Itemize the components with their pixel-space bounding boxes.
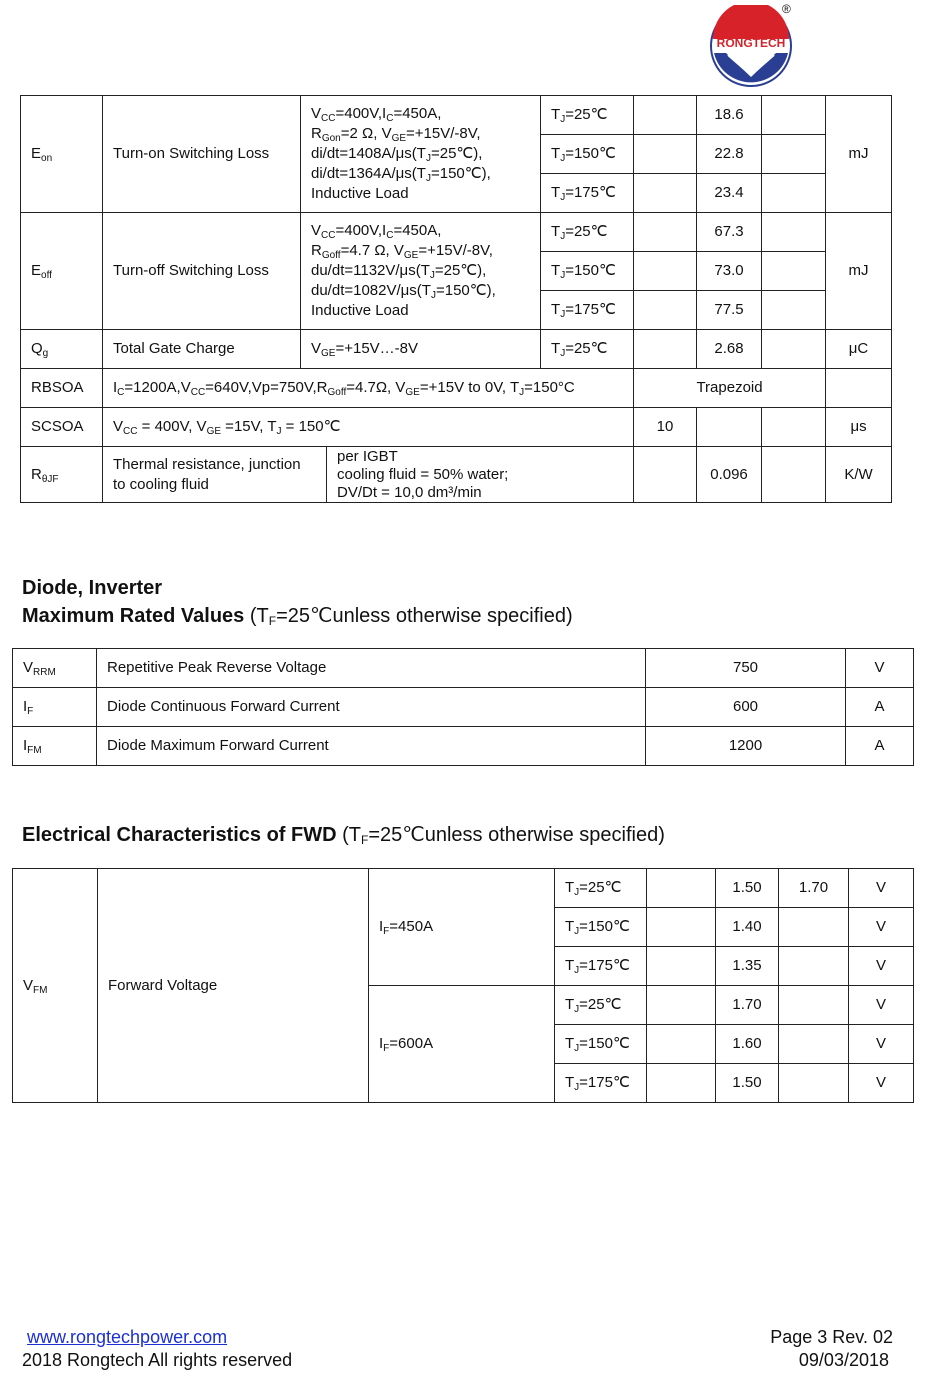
tj-cell: $T_J=25℃$ [555,869,647,908]
value-cell: 18.6 [697,96,762,135]
table-row [21,330,892,369]
unit-cell: V [849,1025,914,1064]
tj-cell: $T_J=25℃$ [541,96,634,135]
qg-description: Total Gate Charge [103,330,301,369]
tj-cell: $T_J=175℃$ [541,174,634,213]
value-cell: 1.50 [716,1064,779,1103]
table-row [13,869,914,908]
value-cell: 600 [646,688,846,727]
eoff-conditions: $V_{CC}=400V,I_C=450A$, $R_{Goff}=4.7$ Ω, $V_{GE}=+15V/-8V$, $du/dt=1132V/\mu s(T_J=25℃)$, $du/dt=1082V/\mu s(T_J=150℃)$, Inductive Load [301,213,541,330]
value-cell: 1.50 [716,869,779,908]
max-value-cell [779,947,849,986]
table-row [21,96,892,135]
rth-conditions: per IGBT cooling fluid = 50% water; DV/Dt = 10,0 dm³/min [327,447,634,503]
table-row [21,213,892,252]
value-cell: 1.40 [716,908,779,947]
eoff-symbol: $E_{off}$ [21,213,103,330]
registered-mark: ® [782,2,791,16]
unit-cell: V [849,869,914,908]
value-cell: 73.0 [697,252,762,291]
rth-symbol: $R_{\theta JF}$ [21,447,103,503]
unit-cell: A [846,727,914,766]
unit-cell: V [846,649,914,688]
table-row [21,369,892,408]
condition-cell: $I_F=600A$ [369,986,555,1103]
logo-brand-text: RONGTECH [716,36,786,50]
unit-cell: mJ [826,213,892,330]
symbol-cell: $V_{RRM}$ [13,649,97,688]
description-cell: Repetitive Peak Reverse Voltage [97,649,646,688]
unit-cell: mJ [826,96,892,213]
copyright-text: 2018 Rongtech All rights reserved [22,1350,293,1370]
fwd-heading: Electrical Characteristics of FWD ($T_F=25℃unless$ otherwise specified) [22,824,665,847]
eoff-description: Turn-off Switching Loss [103,213,301,330]
vfm-symbol: $V_{FM}$ [13,869,98,1103]
value-cell: 67.3 [697,213,762,252]
unit-cell: K/W [826,447,892,503]
max-value-cell [779,908,849,947]
table-row [13,727,914,766]
symbol-cell: $I_F$ [13,688,97,727]
rbsoa-symbol: RBSOA [21,369,103,408]
unit-cell: μs [826,408,892,447]
value-cell: 23.4 [697,174,762,213]
tj-cell: $T_J=175℃$ [541,291,634,330]
website-link[interactable]: www.rongtechpower.com [27,1327,228,1347]
vfm-description: Forward Voltage [98,869,369,1103]
unit-cell: V [849,908,914,947]
table-row [13,688,914,727]
max-value-cell [779,1064,849,1103]
qg-symbol: $Q_g$ [21,330,103,369]
tj-cell: $T_J=25℃$ [541,213,634,252]
diode-max-rated-table [12,648,914,766]
value-cell: 1.60 [716,1025,779,1064]
tj-cell: $T_J=175℃$ [555,1064,647,1103]
unit-cell: V [849,986,914,1025]
value-cell: 77.5 [697,291,762,330]
value-cell: 1.70 [716,986,779,1025]
value-cell: 0.096 [697,447,762,503]
page-number: Page 3 Rev. 02 [770,1327,893,1347]
rth-description: Thermal resistance, junction to cooling fluid [103,447,327,503]
unit-cell: A [846,688,914,727]
unit-cell: μC [826,330,892,369]
tj-cell: $T_J=150℃$ [541,135,634,174]
fwd-characteristics-table [12,868,914,1103]
eon-description: Turn-on Switching Loss [103,96,301,213]
rbsoa-value: Trapezoid [634,369,826,408]
qg-conditions: $V_{GE}=+15V\dots-8V$ [301,330,541,369]
eon-conditions: $V_{CC}=400V,I_C=450A$, $R_{Gon}=2$ Ω, $V_{GE}=+15V/-8V$, $di/dt=1408A/\mu s(T_J=25℃)$, $di/dt=1364A/\mu s(T_J=150℃)$, Inductive Load [301,96,541,213]
diode-section-title: Diode, Inverter [22,577,163,599]
description-cell: Diode Maximum Forward Current [97,727,646,766]
value-cell: 750 [646,649,846,688]
value-cell: 1.35 [716,947,779,986]
value-cell: 1200 [646,727,846,766]
rongtech-logo [710,5,792,87]
condition-cell: $I_F=450A$ [369,869,555,986]
igbt-characteristics-table [20,95,892,503]
unit-cell: V [849,1064,914,1103]
tj-cell: $T_J=150℃$ [555,1025,647,1064]
tj-cell: $T_J=25℃$ [541,330,634,369]
eon-symbol: $E_{on}$ [21,96,103,213]
revision-date: 09/03/2018 [798,1350,889,1370]
tj-cell: $T_J=150℃$ [555,908,647,947]
max-value-cell [779,986,849,1025]
tj-cell: $T_J=175℃$ [555,947,647,986]
max-value-cell [779,1025,849,1064]
unit-cell: V [849,947,914,986]
tj-cell: $T_J=25℃$ [555,986,647,1025]
description-cell: Diode Continuous Forward Current [97,688,646,727]
table-row [21,408,892,447]
diode-max-rated-heading: Maximum Rated Values ($T_F=25℃unless$ otherwise specified) [22,605,573,628]
table-row [21,447,892,503]
scsoa-value: 10 [634,408,697,447]
scsoa-conditions: $V_{CC} = 400V$, $V_{GE} =15V$, $T_J$ = 150℃ [103,408,634,447]
scsoa-symbol: SCSOA [21,408,103,447]
max-value-cell: 1.70 [779,869,849,908]
table-row [13,649,914,688]
rbsoa-conditions: $I_C=1200A,V_{CC}=640V,Vp=750V,R_{Goff}=4.7\Omega$, $V_{GE}=+15V$ to 0V, $T_J=150^\circ C$ [103,369,634,408]
symbol-cell: $I_{FM}$ [13,727,97,766]
tj-cell: $T_J=150℃$ [541,252,634,291]
value-cell: 2.68 [697,330,762,369]
value-cell: 22.8 [697,135,762,174]
